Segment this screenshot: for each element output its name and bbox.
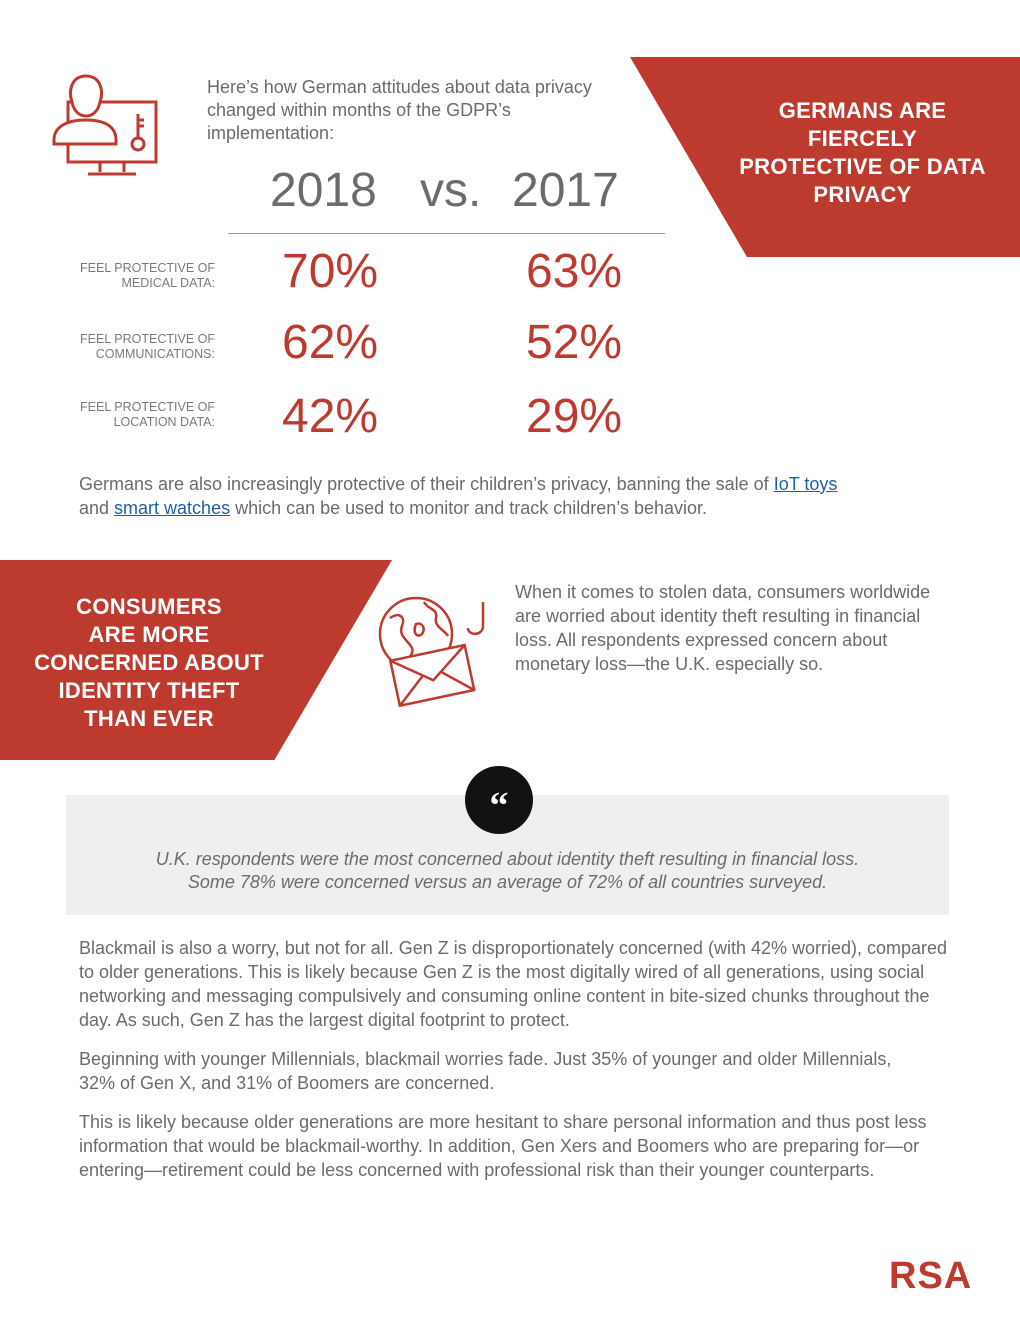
children-privacy-paragraph: Germans are also increasingly protective of their children’s privacy, banning the sale of IoT toys and smart watches which can be used to monitor and track children’s behavior. (79, 474, 838, 518)
section-banner-title (720, 97, 1005, 209)
stat-label: FEEL PROTECTIVE OF COMMUNICATIONS: (80, 332, 215, 361)
iot-toys-link[interactable]: IoT toys (773, 474, 838, 494)
stat-value-2017: 29% (526, 390, 623, 443)
vs-heading: vs. (420, 164, 482, 217)
stat-row-communications (0, 318, 700, 378)
year-2018-heading: 2018 (270, 164, 377, 217)
identity-theft-text: When it comes to stolen data, consumers worldwide are worried about identity theft resulting in financial loss. All respondents expressed concern about monetary loss—the U.K. especially so. (515, 582, 931, 674)
blackmail-paragraph: Blackmail is also a worry, but not for all. Gen Z is disproportionately concerned (with 42% worried), compared to older generations. This is likely because Gen Z is the most digitally wired of all generations, using social networking and messaging compulsively and consuming online content in bite-sized chunks throughout the day. As such, Gen Z has the largest digital footprint to protect. (79, 938, 948, 1030)
stat-row-medical (0, 247, 700, 307)
year-2017-heading: 2017 (512, 164, 619, 217)
section-banner-title: CONSUMERS ARE MORE CONCERNED ABOUT IDENTITY THEFT THAN EVER (34, 594, 264, 731)
banner-line: PROTECTIVE OF DATA (739, 154, 986, 179)
stat-value-2018: 42% (282, 390, 379, 443)
person-monitor-key-icon (50, 72, 162, 180)
rsa-logo: RSA (889, 1255, 973, 1297)
older-generations-paragraph: This is likely because older generations are more hesitant to share personal information and thus post less information that would be blackmail-worthy. In addition, Gen Xers and Boomers who are preparing for—or entering—retirement could be less concerned with professional risk than their younger counterparts. (79, 1112, 927, 1180)
stat-value-2018: 62% (282, 316, 379, 369)
stat-label: FEEL PROTECTIVE OF LOCATION DATA: (80, 400, 215, 429)
smart-watches-link[interactable]: smart watches (114, 498, 231, 518)
millennials-paragraph: Beginning with younger Millennials, blackmail worries fade. Just 35% of younger and older Millennials, 32% of Gen X, and 31% of Boomers are concerned. (79, 1049, 892, 1093)
stat-row-location (0, 392, 700, 452)
intro-text: Here’s how German attitudes about data privacy changed within months of the GDPR’s implementation: (207, 77, 592, 143)
comparison-header (228, 163, 665, 234)
quote-mark-icon: “ (465, 766, 533, 834)
stat-label: FEEL PROTECTIVE OF MEDICAL DATA: (80, 261, 215, 290)
quote-text: U.K. respondents were the most concerned about identity theft resulting in financial loss. Some 78% were concerned versus an average of 72% of all countries surveyed. (155, 849, 860, 892)
stat-value-2017: 63% (526, 245, 623, 298)
globe-envelope-hook-icon (372, 596, 496, 708)
banner-line: PRIVACY (813, 182, 912, 207)
banner-line: GERMANS ARE (778, 98, 947, 123)
stat-value-2017: 52% (526, 316, 623, 369)
stat-value-2018: 70% (282, 245, 379, 298)
banner-line: FIERCELY (807, 126, 918, 151)
